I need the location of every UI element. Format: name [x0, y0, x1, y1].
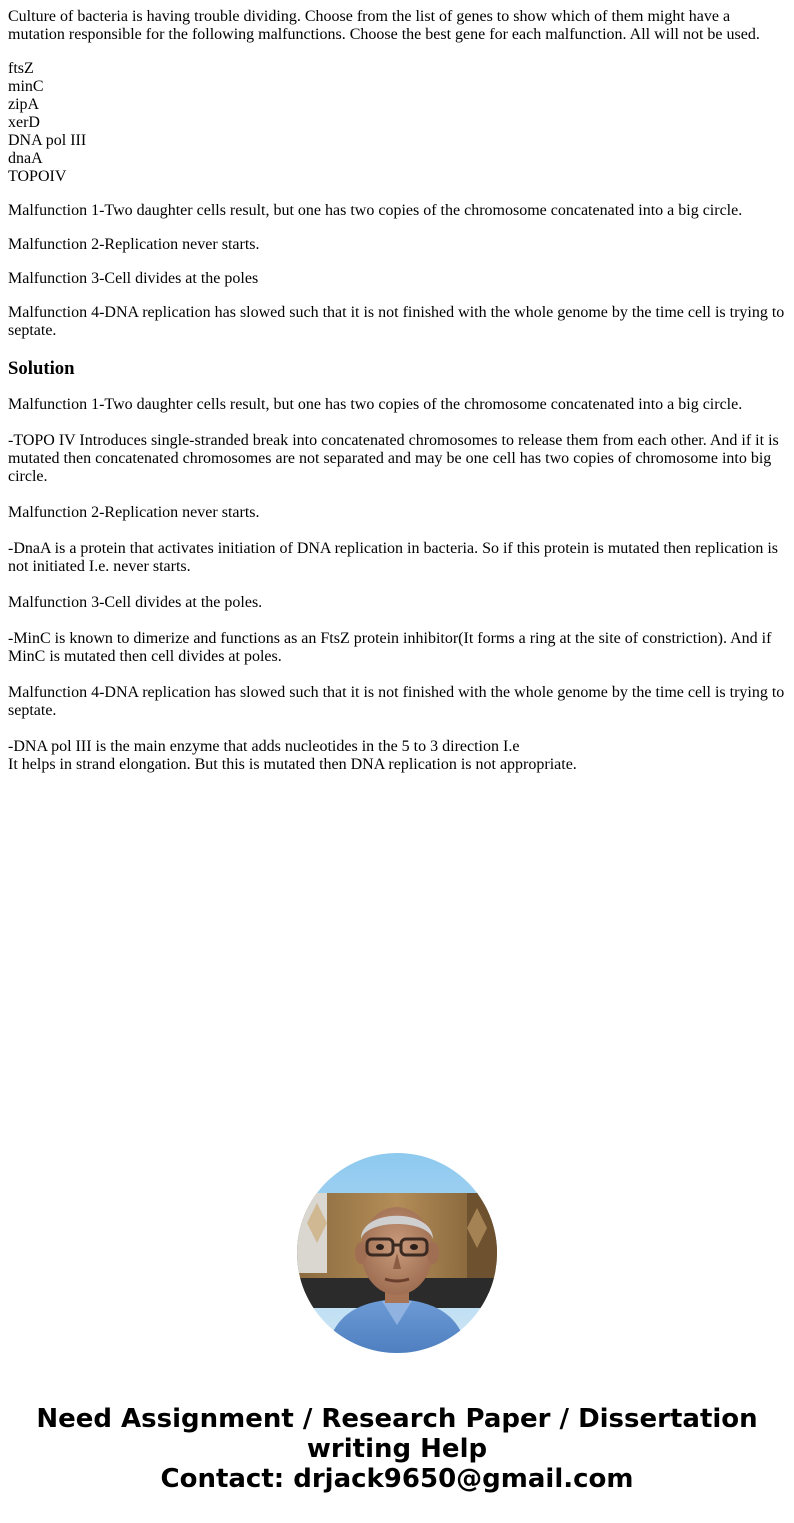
solution-answer-4: -DNA pol III is the main enzyme that adds nucleotides in the 5 to 3 direction I.e	[8, 738, 520, 755]
solution-answer-1: -TOPO IV Introduces single-stranded break into concatenated chromosomes to release them from each other. And if it is mutated then concatenated chromosomes are not separated and may be one cell has two copies of chromosome into big circle.	[8, 432, 779, 485]
promo-line-1: Need Assignment / Research Paper / Dissertation	[36, 1404, 758, 1434]
gene-item: TOPOIV	[8, 168, 67, 185]
solution-answer-2: -DnaA is a protein that activates initiation of DNA replication in bacteria. So if this protein is mutated then replication is not initiated I.e. never starts.	[8, 540, 779, 575]
gene-list	[8, 60, 786, 186]
promo-footer	[0, 1404, 794, 1494]
promo-line-2: writing Help	[306, 1434, 488, 1464]
gene-item: dnaA	[8, 150, 43, 167]
question-intro: Culture of bacteria is having trouble dividing. Choose from the list of genes to show which of them might have a mutation responsible for the following malfunctions. Choose the best gene for each malfunction. All will not be used.	[8, 8, 760, 43]
gene-item: minC	[8, 78, 44, 95]
promo-contact: Contact: drjack9650@gmail.com	[160, 1464, 634, 1494]
gene-item: DNA pol III	[8, 132, 87, 149]
malfunction-1: Malfunction 1-Two daughter cells result, but one has two copies of the chromosome concatenated into a big circle.	[8, 202, 743, 219]
solution-heading: Solution	[8, 358, 75, 379]
solution-malfunction-3: Malfunction 3-Cell divides at the poles.	[8, 594, 263, 611]
malfunction-3: Malfunction 3-Cell divides at the poles	[8, 270, 259, 287]
gene-item: ftsZ	[8, 60, 34, 77]
solution-malfunction-1: Malfunction 1-Two daughter cells result, but one has two copies of the chromosome concatenated into a big circle.	[8, 396, 743, 413]
solution-body	[8, 396, 786, 774]
gene-item: xerD	[8, 114, 40, 131]
author-avatar	[297, 1153, 497, 1353]
document-body	[8, 8, 786, 774]
malfunction-2: Malfunction 2-Replication never starts.	[8, 236, 260, 253]
malfunction-4: Malfunction 4-DNA replication has slowed such that it is not finished with the whole genome by the time cell is trying to septate.	[8, 304, 785, 339]
solution-answer-3: -MinC is known to dimerize and functions as an FtsZ protein inhibitor(It forms a ring at the site of constriction). And if MinC is mutated then cell divides at poles.	[8, 630, 772, 665]
solution-answer-4-line2: It helps in strand elongation. But this is mutated then DNA replication is not appropriate.	[8, 756, 577, 773]
solution-malfunction-2: Malfunction 2-Replication never starts.	[8, 504, 260, 521]
solution-malfunction-4: Malfunction 4-DNA replication has slowed such that it is not finished with the whole genome by the time cell is trying to septate.	[8, 684, 785, 719]
gene-item: zipA	[8, 96, 40, 113]
avatar-portrait	[297, 1153, 497, 1353]
